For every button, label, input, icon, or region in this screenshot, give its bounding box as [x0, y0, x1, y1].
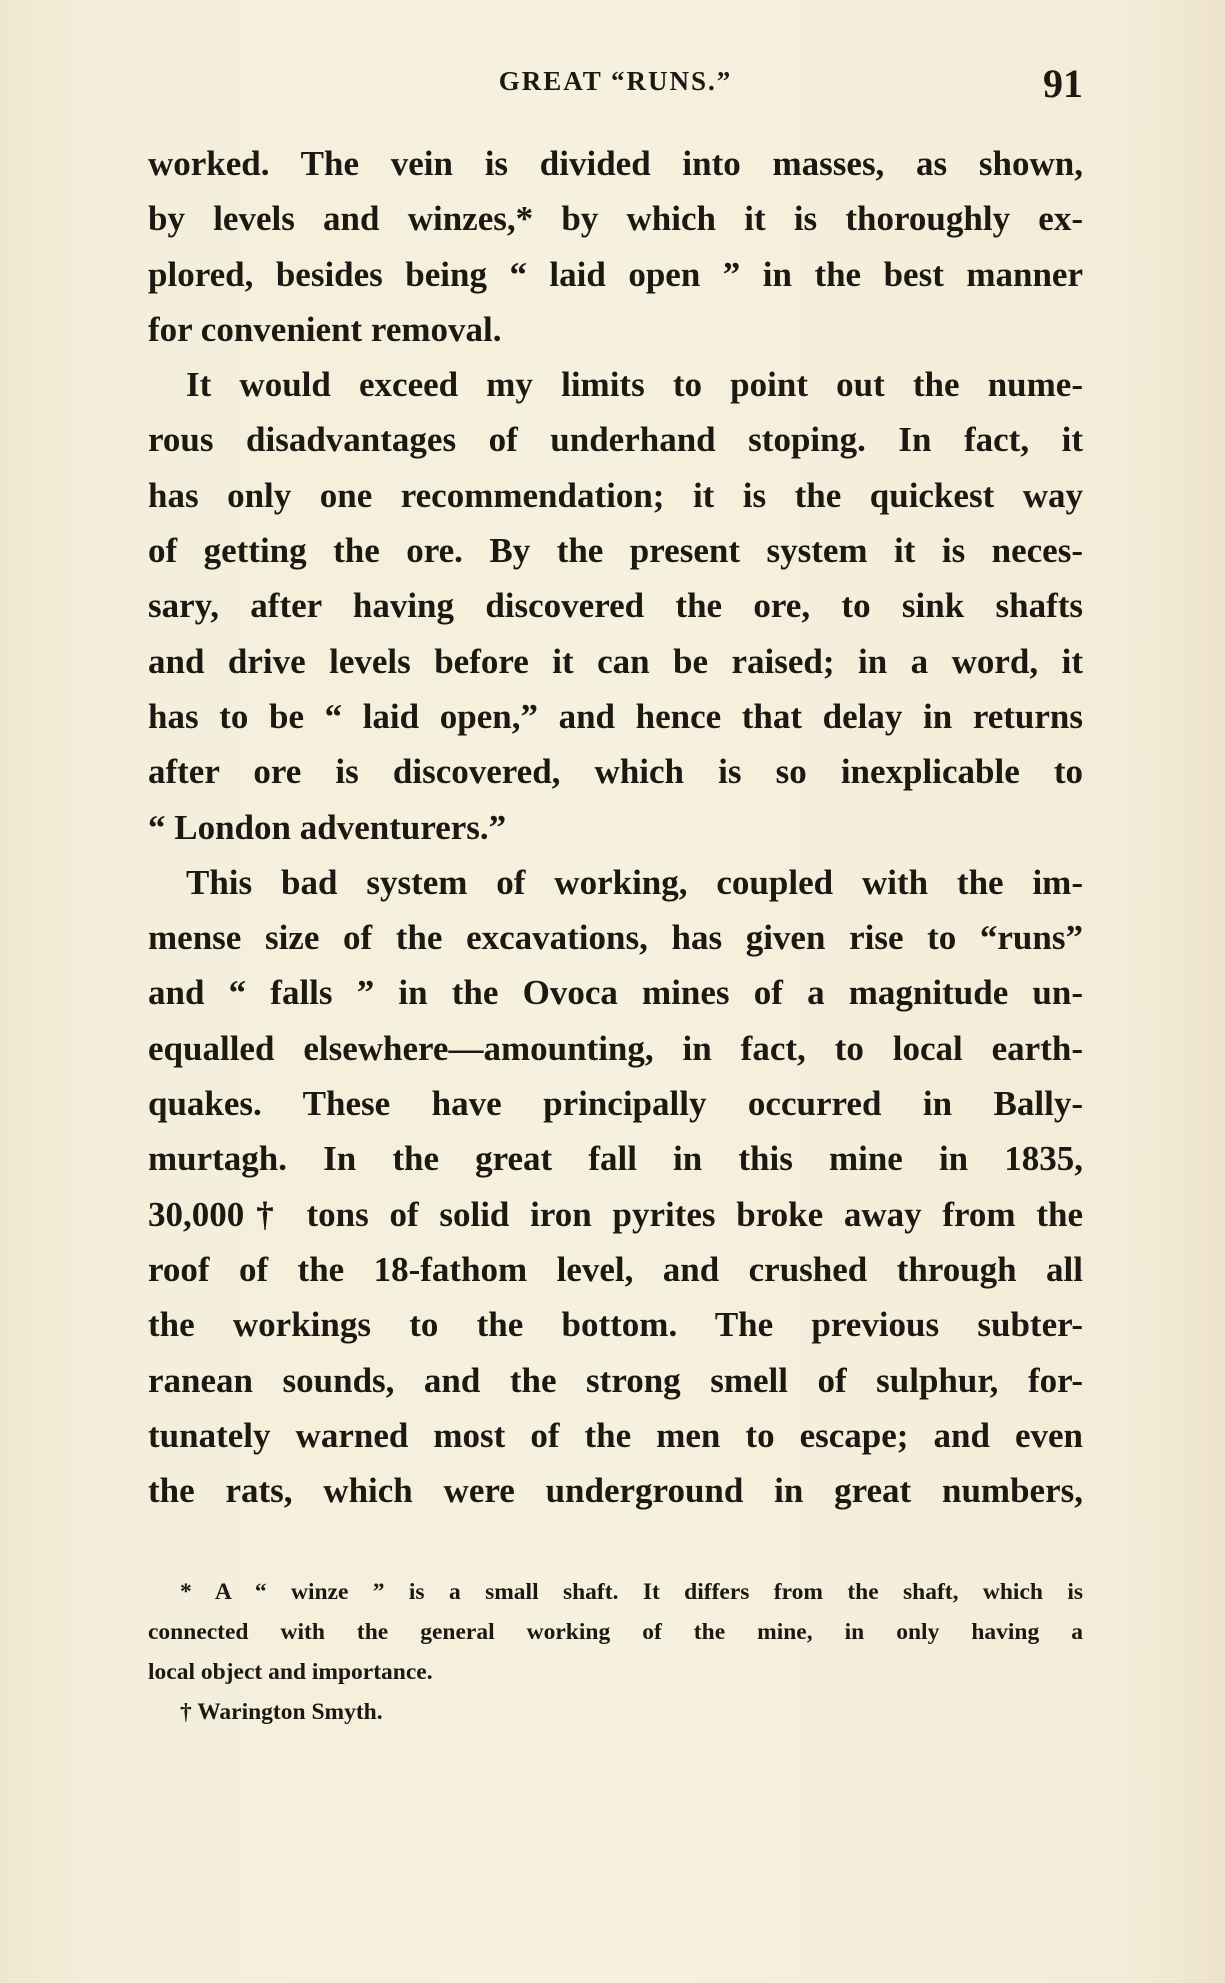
text-line: for convenient removal.	[148, 309, 502, 349]
page-number: 91	[1043, 61, 1083, 106]
text-line: murtagh. In the great fall in this mine in 1835,	[148, 1139, 1083, 1179]
text-line: has only one recommendation; it is the quickest way	[148, 475, 1083, 515]
text-line: the rats, which were underground in great numbers,	[148, 1471, 1083, 1511]
text-line: 30,000† tons of solid iron pyrites broke away from the	[148, 1194, 1083, 1234]
text-line: ranean sounds, and the strong smell of sulphur, for-	[148, 1360, 1083, 1400]
text-line: equalled elsewhere—amounting, in fact, to local earth-	[148, 1028, 1083, 1068]
text-line: It would exceed my limits to point out the nume-	[186, 365, 1083, 405]
text-line: worked. The vein is divided into masses, as shown,	[148, 144, 1083, 183]
footnote-line: local object and importance.	[148, 1659, 433, 1685]
footnote-line: connected with the general working of the mine, in only having a	[148, 1619, 1083, 1645]
text-line: roof of the 18-fathom level, and crushed through all	[148, 1249, 1083, 1289]
text-line: tunately warned most of the men to escape; and even	[148, 1415, 1083, 1455]
footnote-line: † Warington Smyth.	[180, 1699, 383, 1725]
text-line: the workings to the bottom. The previous subter-	[148, 1305, 1083, 1345]
text-line: sary, after having discovered the ore, to sink shafts	[148, 586, 1083, 626]
text-line: after ore is discovered, which is so inexplicable to	[148, 752, 1083, 792]
page-header	[148, 60, 1083, 106]
body-text	[148, 136, 1083, 1518]
text-line: mense size of the excavations, has given rise to “runs”	[148, 918, 1083, 958]
text-line: plored, besides being “ laid open ” in the best manner	[148, 254, 1083, 294]
text-line: and “ falls ” in the Ovoca mines of a magnitude un-	[148, 973, 1083, 1013]
text-line: has to be “ laid open,” and hence that delay in returns	[148, 696, 1083, 736]
text-line: quakes. These have principally occurred in Bally-	[148, 1084, 1083, 1124]
footnote-line: * A “ winze ” is a small shaft. It differs from the shaft, which is	[180, 1579, 1083, 1605]
footnotes	[148, 1572, 1083, 1732]
text-line: by levels and winzes,* by which it is thoroughly ex-	[148, 199, 1083, 239]
running-head: GREAT “RUNS.”	[498, 66, 733, 96]
text-line: This bad system of working, coupled with the im-	[186, 862, 1083, 902]
text-line: “ London adventurers.”	[148, 807, 507, 847]
text-line: rous disadvantages of underhand stoping. In fact, it	[148, 420, 1083, 460]
text-line: and drive levels before it can be raised; in a word, it	[148, 641, 1083, 681]
text-line: of getting the ore. By the present system it is neces-	[148, 531, 1083, 571]
